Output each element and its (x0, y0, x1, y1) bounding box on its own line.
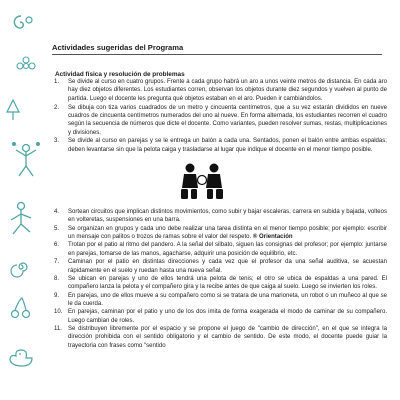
item-text: Caminan por el patio en distintas direcciones y cada vez que el profesor da una señal auditiva, se acuestan rápidamente en el suelo y ruedan hasta una nueva señal. (68, 259, 387, 274)
flower-icon (16, 56, 36, 76)
tree-icon (4, 98, 22, 122)
item-number: 2. (54, 104, 60, 111)
activity-list (52, 78, 387, 350)
item-text: En parejas, caminan por el patio y uno de los dos imita de forma exagerada el modo de caminar de su compañero. Luego cambian de roles. (68, 309, 387, 324)
list-item (52, 137, 387, 154)
children-back-to-back-icon (179, 162, 225, 200)
list-item (52, 104, 387, 137)
item-text: Se distribuyen libremente por el espacio y se propone el juego de "cambio de dirección", en el que se integra la dirección prohibida con el sentido obligatorio y el cambio de sentido. De este modo, el docente puede guiar la trayectoria con frases como "sentido (68, 325, 387, 349)
list-item (52, 225, 387, 242)
list-item (52, 258, 387, 275)
juggler-icon (10, 140, 42, 180)
title-divider (52, 54, 382, 55)
item-text: Se organizan en grupos y cada uno debe realizar una tarea distinta en el menor tiempo posible; por ejemplo: escribir un mensaje con palitos o trozos de ramas sobre el valor del respeto. (68, 225, 387, 241)
spiral-icon (10, 256, 32, 278)
item-number: 11. (54, 325, 62, 332)
item-text: Se ubican en parejas y uno de ellos tendrá una pelota de tenis; el otro se ubica de espaldas a una pared. El compañero lanza la pelota y el compañero gira y la recibe antes de que caiga al suelo. Luego se invierten los roles. (68, 275, 387, 291)
item-number: 4. (54, 209, 60, 216)
list-item (52, 208, 387, 225)
item-number: 9. (54, 292, 60, 299)
list-item (52, 292, 387, 309)
orientation-tag: ® Orientación (252, 234, 293, 241)
item-number: 1. (54, 79, 60, 85)
item-number: 6. (54, 242, 60, 249)
item-number: 3. (54, 138, 60, 145)
page-title: Actividades sugeridas del Programa (52, 43, 184, 52)
item-text: En parejas, uno de ellos mueve a su compañero como si se tratara de una marioneta, un robot o un muñeco al que se le da cuerda. (68, 292, 387, 307)
list-item (52, 308, 387, 325)
section-heading: Actividad física y resolución de problemas (55, 71, 185, 78)
cherries-icon (8, 296, 34, 320)
list-item (52, 78, 387, 103)
item-text: Sortean circuitos que implican distintos movimientos, como subir y bajar escaleras, carrera en subida y bajada, volteos en volteretas, suspensiones en una barra. (68, 209, 387, 224)
item-text: Se divide al curso en parejas y se le entrega un balón a cada una. Sentados, ponen el balón entre ambas espaldas; deben levantarse sin que la pelota caiga y trasladarse al lugar que indique el docente en el menor tiempo posible. (68, 138, 387, 153)
margin-doodle-strip (0, 0, 44, 400)
item-text: Se dibuja con tiza varios cuadrados de un metro y cincuenta centímetros, que a su vez estarán divididos en nueve cuadros de cincuenta centímetros numerados del uno al nueve. En forma alternada, los estudiantes recorren el cuadro según la secuencia de números que dicte el docente. Como variantes, pueden resolver sumas, restas, multiplicaciones y divisiones. (68, 104, 387, 136)
item-text: Se divide al curso en cuatro grupos. Frente a cada grupo habrá un aro a unos veinte metros de distancia. En cada aro hay diez objetos diferentes. Los estudiantes corren, observan los objetos durante diez segundos y vuelven al punto de partida. Luego el docente les pregunta qué objetos estaban en el aro. Pueden ir cambiándolos. (68, 79, 387, 102)
illustration-back-to-back-ball (52, 154, 387, 206)
list-item (52, 325, 387, 350)
item-number: 5. (54, 225, 60, 232)
item-number: 7. (54, 259, 60, 266)
duck-icon (6, 346, 36, 368)
swirl-icon (8, 12, 34, 38)
list-item (52, 275, 387, 292)
list-item (52, 241, 387, 258)
item-number: 10. (54, 309, 63, 316)
item-text: Trotan por el patio al ritmo del pandero. A la señal del silbato, siguen las consignas del profesor; por ejemplo: juntarse en parejas, tomarse de las manos, agacharse, adquirir una posición de equilibrio, etc. (68, 242, 387, 257)
stick-figure-icon (6, 200, 36, 238)
item-number: 8. (54, 275, 60, 282)
